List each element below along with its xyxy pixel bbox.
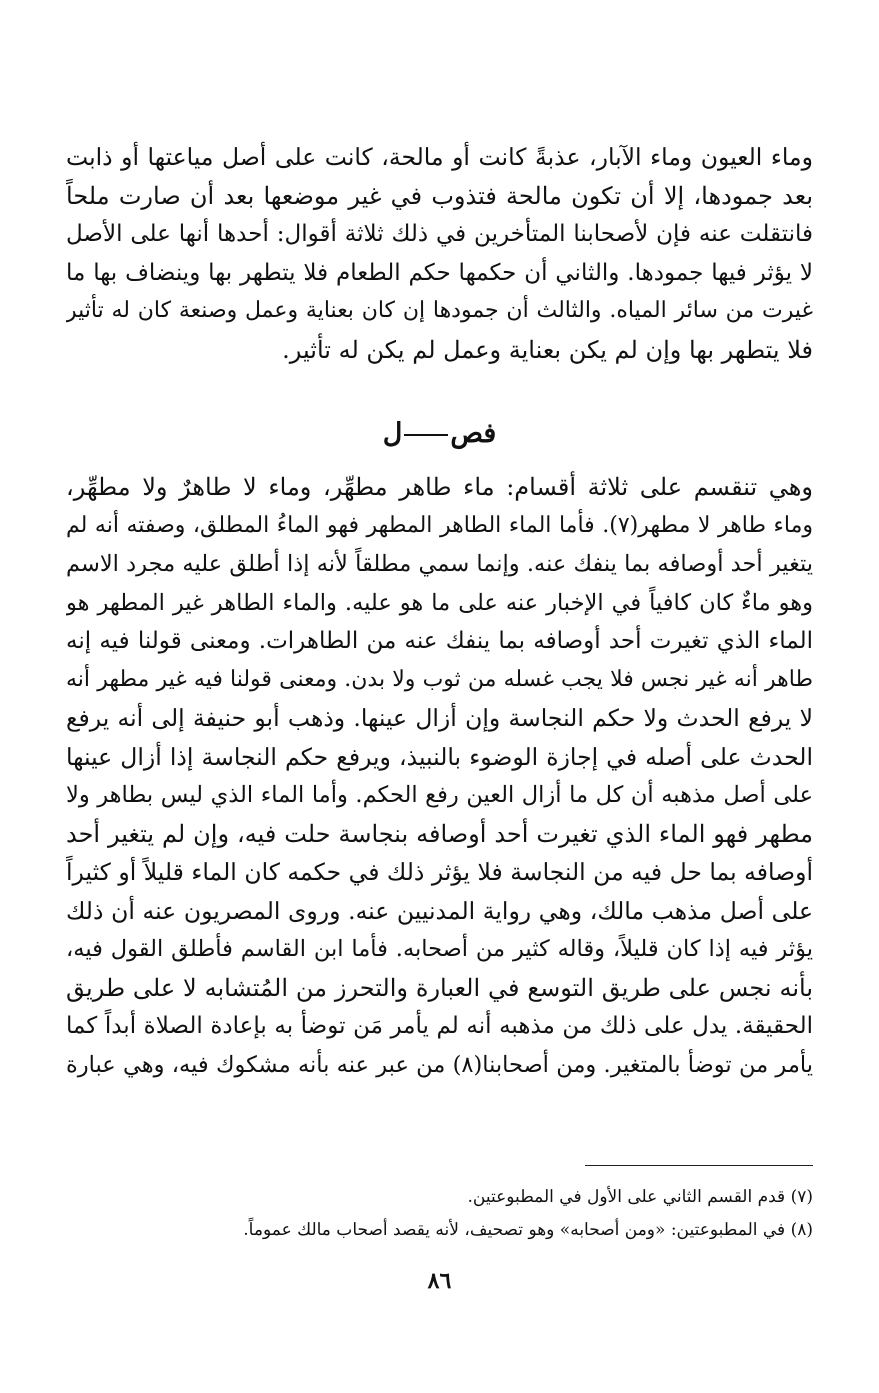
text-line: يؤثر فيه إذا كان قليلاً، وقاله كثير من أصحابه. فأما ابن القاسم فأطلق القول فيه، (66, 936, 813, 962)
text-line: فلا يتطهر بها وإن لم يكن بعناية وعمل لم يكن له تأثير. (282, 335, 813, 364)
text-line: على أصل مذهبه أن كل ما أزال العين رفع الحكم. وأما الماء الذي ليس بطاهر ولا (66, 782, 813, 808)
text-line: يتغير أحد أوصافه بما ينفك عنه. وإنما سمي مطلقاً لأنه إذا أطلق عليه مجرد الاسم (66, 551, 813, 577)
footnote-8: (٨) في المطبوعتين: «ومن أصحابه» وهو تصحيف، لأنه يقصد أصحاب مالك عموماً. (243, 1220, 813, 1240)
text-line: مطهر فهو الماء الذي تغيرت أحد أوصافه بنجاسة حلت فيه، وإن لم يتغير أحد (66, 819, 813, 848)
text-line: لا يؤثر فيها جمودها. والثاني أن حكمها حكم الطعام فلا يتطهر بها وينضاف بها ما (66, 259, 813, 286)
text-line: بعد جمودها، إلا أن تكون مالحة فتذوب في غير موضعها بعد أن صارت ملحاً (66, 181, 813, 210)
footnotes (66, 1181, 813, 1247)
text-line: طاهر أنه غير نجس فلا يجب غسله من ثوب ولا بدن. ومعنى قولنا فيه غير مطهر أنه (66, 666, 813, 692)
text-line: الحدث على أصله في إجازة الوضوء بالنبيذ، ويرفع حكم النجاسة إذا أزال عينها (66, 742, 813, 771)
text-line: الماء الذي تغيرت أحد أوصافه بما ينفك عنه من الطاهرات. ومعنى قولنا فيه إنه (66, 628, 813, 654)
section-heading-end: ل (382, 418, 403, 449)
text-line: الحقيقة. يدل على ذلك من مذهبه أنه لم يأمر مَن توضأ به بإعادة الصلاة أبداً كما (66, 1013, 813, 1039)
section-heading (0, 414, 879, 454)
text-line: وماء طاهر لا مطهر(٧). فأما الماء الطاهر المطهر فهو الماءُ المطلق، وصفته أنه لم (66, 512, 813, 538)
text-line: يأمر من توضأ بالمتغير. ومن أصحابنا(٨) من عبر عنه بأنه مشكوك فيه، وهي عبارة (66, 1051, 813, 1078)
text-line: على أصل مذهب مالك، وهي رواية المدنيين عنه. وروى المصريون عنه أن ذلك (66, 896, 813, 925)
text-line: بأنه نجس على طريق التوسع في العبارة والتحرز من المُتشابه لا على طريق (66, 973, 813, 1002)
footnote-divider (585, 1165, 813, 1166)
section-heading-start: فص (450, 418, 497, 449)
page-number: ٨٦ (427, 1268, 452, 1294)
text-line: وماء العيون وماء الآبار، عذبةً كانت أو مالحة، كانت على أصل مياعتها أو ذابت (66, 143, 813, 171)
paragraph-2 (66, 468, 813, 1084)
text-line: وهو ماءٌ كان كافياً في الإخبار عنه على ما هو عليه. والماء الطاهر غير المطهر هو (66, 589, 813, 616)
text-line: أوصافه بما حل فيه من النجاسة فلا يؤثر ذلك في حكمه كان الماء قليلاً أو كثيراً (66, 858, 813, 886)
text-line: غيرت من سائر المياه. والثالث أن جمودها إن كان بعناية وعمل وصنعة كان له تأثير (66, 298, 813, 323)
text-line: لا يرفع الحدث ولا حكم النجاسة وإن أزال عينها. وذهب أبو حنيفة إلى أنه يرفع (66, 704, 813, 732)
text-line: فانتقلت عنه فإن لأصحابنا المتأخرين في ذلك ثلاثة أقوال: أحدها أنها على الأصل (66, 221, 813, 247)
text-line: وهي تنقسم على ثلاثة أقسام: ماء طاهر مطهِّر، وماء لا طاهرٌ ولا مطهِّر، (66, 473, 813, 501)
heading-extension (404, 434, 448, 436)
footnote-7: (٧) قدم القسم الثاني على الأول في المطبوعتين. (467, 1187, 813, 1207)
paragraph-1 (66, 138, 813, 369)
